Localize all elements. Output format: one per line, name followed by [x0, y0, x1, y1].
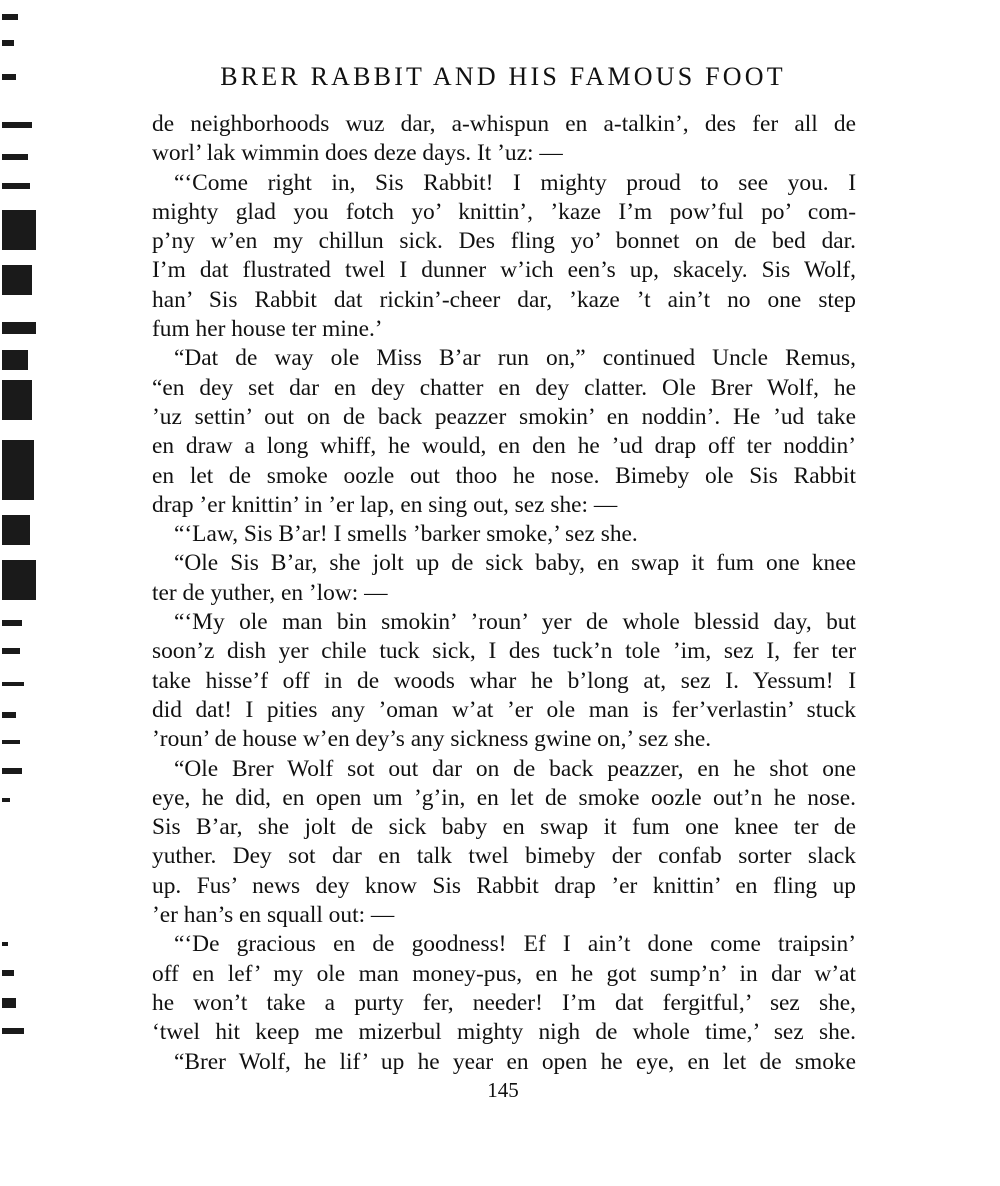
scan-mark [2, 322, 36, 334]
scan-mark [2, 350, 28, 370]
text-line: drap ’er knittin’ in ’er lap, en sing out, sez she: — [152, 491, 618, 518]
text-line: ter de yuther, en ’low: — [152, 579, 388, 606]
text-line: ’er han’s en squall out: — [152, 902, 395, 929]
scan-mark [2, 265, 32, 295]
scan-mark [2, 1028, 24, 1034]
scan-mark [2, 380, 32, 420]
scan-mark [2, 768, 22, 774]
text-line: de neighborhoods wuz dar, a-whispun en a-talkin’, des fer all de [152, 111, 856, 137]
text-line: ’uz settin’ out on de back peazzer smokin’ en noddin’. He ’ud take [152, 403, 856, 430]
text-line: did dat! I pities any ’oman w’at ’er ole man is fer’verlastin’ stuck [152, 696, 856, 723]
scan-mark [2, 515, 30, 545]
text-line: “‘Come right in, Sis Rabbit! I mighty proud to see you. I [174, 169, 856, 196]
text-line: p’ny w’en my chillun sick. Des fling yo’ bonnet on de bed dar. [152, 228, 856, 255]
text-line: “Dat de way ole Miss B’ar run on,” continued Uncle Remus, [174, 345, 856, 372]
scan-mark [2, 998, 16, 1008]
text-line: he won’t take a purty fer, needer! I’m dat fergitful,’ sez she, [152, 989, 856, 1016]
text-line: worl’ lak wimmin does deze days. It ’uz: — [152, 140, 563, 167]
text-line: soon’z dish yer chile tuck sick, I des tuck’n tole ’im, sez I, fer ter [152, 638, 856, 665]
text-line: I’m dat flustrated twel I dunner w’ich een’s up, skacely. Sis Wolf, [152, 257, 856, 284]
text-line: “Ole Brer Wolf sot out dar on de back peazzer, en he shot one [174, 755, 856, 782]
scan-mark [2, 40, 14, 46]
text-line: “Brer Wolf, he lif’ up he year en open he eye, en let de smoke [174, 1048, 856, 1075]
text-line: mighty glad you fotch yo’ knittin’, ’kaze I’m pow’ful po’ com- [152, 198, 856, 225]
scan-mark [2, 183, 30, 189]
scan-mark [2, 440, 34, 500]
scan-mark [2, 798, 10, 802]
text-line: “‘My ole man bin smokin’ ’roun’ yer de whole blessid day, but [174, 609, 856, 636]
scan-mark [2, 210, 36, 250]
text-line: “en dey set dar en dey chatter en dey clatter. Ole Brer Wolf, he [152, 374, 856, 401]
scan-mark [2, 122, 32, 128]
scan-mark [2, 74, 16, 80]
running-header: BRER RABBIT AND HIS FAMOUS FOOT [220, 62, 786, 91]
scan-mark [2, 154, 28, 160]
page-number: 145 [487, 1078, 519, 1102]
text-line: “‘De gracious en de goodness! Ef I ain’t done come traipsin’ [174, 931, 856, 958]
text-line: fum her house ter mine.’ [152, 316, 383, 343]
scan-mark [2, 560, 36, 600]
scan-gutter-marks [0, 0, 40, 1186]
text-line: take hisse’f off in de woods whar he b’long at, sez I. Yessum! I [152, 667, 856, 694]
text-line: ’roun’ de house w’en dey’s any sickness gwine on,’ sez she. [152, 726, 712, 753]
scan-mark [2, 712, 16, 718]
scan-mark [2, 682, 24, 686]
scan-mark [2, 620, 22, 626]
scan-mark [2, 740, 20, 744]
text-line: eye, he did, en open um ’g’in, en let de smoke oozle out’n he nose. [152, 784, 856, 811]
text-line: ‘twel hit keep me mizerbul mighty nigh de whole time,’ sez she. [152, 1019, 856, 1046]
text-line: up. Fus’ news dey know Sis Rabbit drap ’er knittin’ en fling up [152, 872, 856, 899]
text-line: “‘Law, Sis B’ar! I smells ’barker smoke,’ sez she. [174, 521, 638, 548]
text-line: off en lef’ my ole man money-pus, en he got sump’n’ in dar w’at [152, 960, 856, 987]
text-line: “Ole Sis B’ar, she jolt up de sick baby, en swap it fum one knee [174, 550, 856, 577]
text-line: yuther. Dey sot dar en talk twel bimeby der confab sorter slack [152, 843, 856, 870]
scan-mark [2, 14, 18, 20]
scan-mark [2, 970, 14, 976]
text-line: Sis B’ar, she jolt de sick baby en swap it fum one knee ter de [152, 814, 856, 841]
text-line: en draw a long whiff, he would, en den he ’ud drap off ter noddin’ [152, 433, 856, 460]
page-body [152, 110, 856, 1077]
text-line: han’ Sis Rabbit dat rickin’-cheer dar, ’kaze ’t ain’t no one step [152, 286, 856, 313]
text-line: en let de smoke oozle out thoo he nose. Bimeby ole Sis Rabbit [152, 462, 856, 489]
scan-mark [2, 648, 20, 654]
scan-mark [2, 942, 8, 946]
